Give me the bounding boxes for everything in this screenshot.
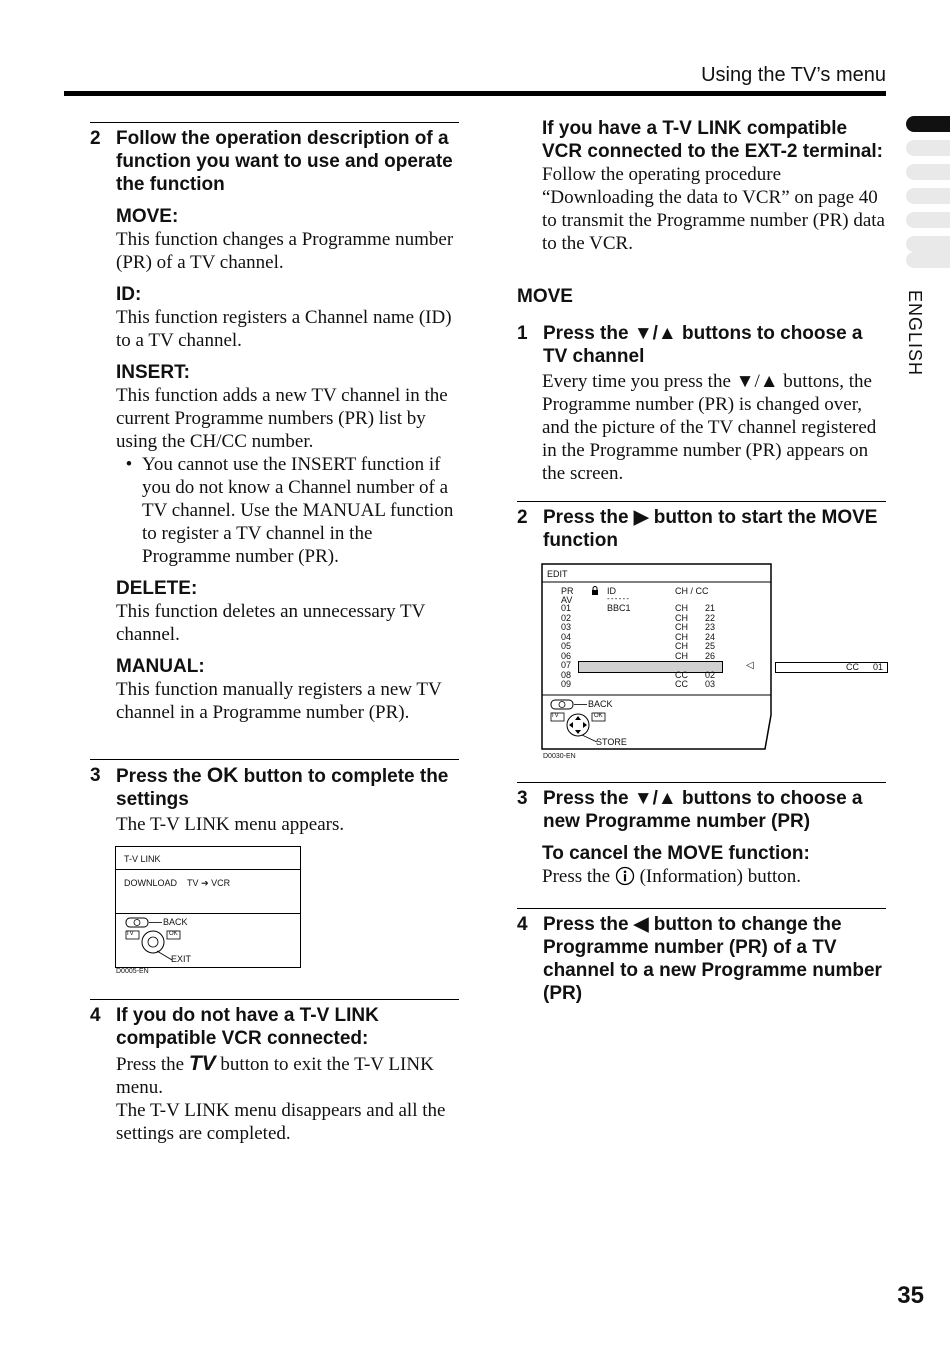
step-divider [90,759,459,760]
info-button-icon [615,866,635,886]
insert-description: This function adds a new TV channel in the current Programme numbers (PR) list by using the CH/CC number. [116,385,448,452]
section-tab [906,252,950,268]
insert-heading: INSERT: [116,362,190,383]
move-heading: MOVE: [116,206,179,227]
step-number: 1 [517,323,528,344]
arrow-right-icon: ➔ [201,878,209,888]
section-tab [906,140,950,156]
right-step-2 [517,506,887,552]
running-title: Using the TV’s menu [701,64,886,86]
page-number: 35 [897,1282,924,1309]
move-description: This function changes a Programme number (PR) of a TV channel. [116,229,454,273]
right-step-1 [517,322,887,485]
new-channel-callout: CC 01 [775,662,888,673]
step-title: Follow the operation description of a function you want to use and operate the function [116,128,453,195]
ok-button-glyph: OK [206,764,239,787]
language-tab: ENGLISH [905,290,925,377]
list-item-selected: 07 [561,660,572,670]
left-step-2 [90,127,459,724]
step-title: Press the ▼/▲ buttons to choose a new Programme number (PR) [543,788,863,832]
header-rule [64,91,886,96]
delete-description: This function deletes an unnecessary TV channel. [116,601,426,645]
section-tab [906,236,950,252]
menu-title: T-V LINK [124,854,161,864]
step-divider [517,501,886,502]
section-tab [906,212,950,228]
step-divider [517,782,886,783]
tv-key-label: TV [126,931,134,937]
lock-icon [591,586,599,596]
ok-key-label: OK [594,713,603,719]
step-number: 2 [90,128,101,149]
step-divider [90,999,459,1000]
insert-note: • You cannot use the INSERT function if you do not know a Channel number of a TV channel. Use the MANUAL function to register a TV channel in the Programme number (PR). [116,453,459,568]
list-item: 01 BBC1 CH 21 [561,603,716,613]
vcr-description: Follow the operating procedure “Downloading the data to VCR” on page 40 to transmit the Programme number (PR) data to the VCR. [542,164,885,254]
menu-title: EDIT [547,569,568,579]
step-number: 2 [517,507,528,528]
list-item: 05 CH 25 [561,641,716,651]
right-step-3 [517,787,887,888]
move-cursor-icon: ◁ [746,660,754,671]
step-description: The T-V LINK menu appears. [116,814,345,835]
step-number: 3 [90,765,101,786]
column-id: ID [607,586,616,596]
step-divider [90,122,459,123]
left-step-4 [90,1004,459,1145]
vcr-note [542,117,887,255]
manual-heading: MANUAL: [116,656,205,677]
step-title: Press the ◀ button to change the Programme number (PR) of a TV channel to a new Programme number (PR) [543,914,882,1004]
ok-key-label: OK [169,931,178,937]
back-label: BACK [588,699,613,709]
list-item: 09 CC 03 [561,679,716,689]
list-item: 08 CC 02 [561,669,716,680]
move-section-title: MOVE [517,286,573,307]
step-number: 4 [517,914,528,935]
step-title: Press the ▼/▲ buttons to choose a TV channel [543,323,863,367]
channel-list [561,604,715,690]
cancel-heading: To cancel the MOVE function: [542,843,810,864]
step-divider [517,908,886,909]
step-description: Press the TV button to exit the T-V LINK menu. [116,1052,434,1098]
left-step-3 [90,764,459,836]
figure-code: D0030-EN [543,753,576,760]
av-row: AV [561,595,573,605]
tvlink-menu-screen [115,846,301,968]
section-tab-active [906,116,950,132]
step-number: 4 [90,1005,101,1026]
figure-code: D0005-EN [116,968,149,975]
right-step-4 [517,913,887,1005]
list-item: 02 CH 22 [561,612,716,623]
step-title: Press the ▶ button to start the MOVE function [543,507,878,551]
edit-menu-screen [541,563,773,751]
step-title: If you do not have a T-V LINK compatible VCR connected: [116,1005,379,1049]
vcr-heading: If you have a T-V LINK compatible VCR connected to the EXT-2 terminal: [542,118,883,162]
store-label: STORE [596,737,627,747]
download-row: DOWNLOAD TV ➔ VCR [124,878,231,888]
bullet-icon: • [125,454,133,475]
step-description: Every time you press the ▼/▲ buttons, the Programme number (PR) is changed over, and the picture of the TV channel registered in the Programme number (PR) appears on the screen. [542,371,877,484]
section-tab [906,188,950,204]
id-description: This function registers a Channel name (ID) to a TV channel. [116,307,452,351]
back-label: BACK [163,917,188,927]
list-item: 04 CH 24 [561,631,716,642]
tv-button-glyph: TV [188,1052,216,1075]
delete-heading: DELETE: [116,578,198,599]
tv-key-label: TV [551,713,559,719]
id-placeholder: - - - - - - [607,594,629,603]
id-heading: ID: [116,284,142,305]
step-result: The T-V LINK menu disappears and all the settings are completed. [116,1100,446,1144]
list-item: 03 CH 23 [561,622,716,632]
step-title: Press the OK button to complete the settings [116,764,449,810]
list-item: 06 CH 26 [561,650,716,661]
cancel-description: Press the (Information) button. [542,866,802,887]
manual-description: This function manually registers a new TV channel in a Programme number (PR). [116,679,442,723]
exit-label: EXIT [171,954,192,964]
step-number: 3 [517,788,528,809]
section-tab [906,164,950,180]
column-ch-cc: CH / CC [675,586,709,596]
column-pr: PR [561,586,574,596]
